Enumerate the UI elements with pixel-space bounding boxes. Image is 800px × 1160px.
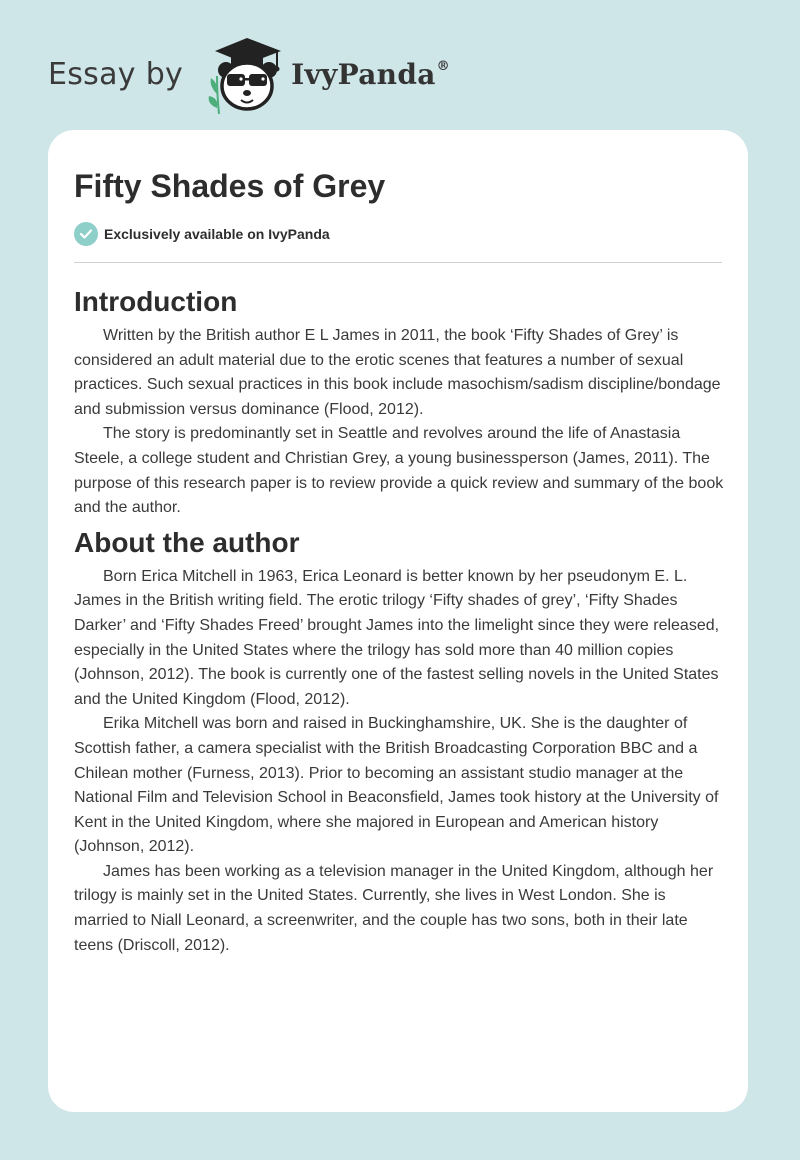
exclusive-badge-label: Exclusively available on IvyPanda bbox=[104, 226, 330, 242]
exclusive-badge bbox=[74, 222, 330, 246]
paragraph: Erika Mitchell was born and raised in Buckinghamshire, UK. She is the daughter of Scottish father, a camera specialist with the British Broadcasting Corporation BBC and a Chilean mother (Furness, 2013). Prior to becoming an assistant studio manager at the National Film and Television School in Beaconsfield, James took history at the University of Kent in the United Kingdom, where she majored in European and American history (Johnson, 2012). bbox=[74, 715, 719, 856]
section-heading-introduction: Introduction bbox=[74, 286, 238, 317]
title-divider bbox=[74, 262, 722, 263]
essay-card bbox=[48, 130, 748, 1112]
paragraph: Born Erica Mitchell in 1963, Erica Leonard is better known by her pseudonym E. L. James in the British writing field. The erotic trilogy ‘Fifty shades of grey’, ‘Fifty Shades Darker’ and ‘Fifty Shades Freed’ brought James into the limelight since they were released, especially in the United States where the trilogy has sold more than 40 million copies (Johnson, 2012). The book is currently one of the fastest selling novels in the United States and the United Kingdom (Flood, 2012). bbox=[74, 567, 720, 708]
registered-mark: ® bbox=[436, 58, 450, 74]
paragraph: James has been working as a television manager in the United Kingdom, although her trilogy is mainly set in the United States. Currently, she lives in West London. She is married to Niall Leonard, a screenwriter, and the couple has two sons, both in their late teens (Driscoll, 2012). bbox=[74, 862, 714, 954]
site-header bbox=[48, 34, 450, 114]
page-title: Fifty Shades of Grey bbox=[74, 168, 386, 204]
essay-body bbox=[74, 280, 724, 958]
panda-graduate-icon[interactable] bbox=[197, 34, 289, 114]
paragraph: Written by the British author E L James in 2011, the book ‘Fifty Shades of Grey’ is considered an adult material due to the erotic scenes that features a number of sexual practices. Such sexual practices in this book include masochism/sadism discipline/bondage and submission versus dominance (Flood, 2012). bbox=[74, 327, 721, 418]
essay-by-label: Essay by bbox=[48, 56, 184, 92]
section-heading-about-author: About the author bbox=[74, 526, 300, 558]
paragraph: The story is predominantly set in Seattle and revolves around the life of Anastasia Steele, a college student and Christian Grey, a young businessperson (James, 2011). The purpose of this research paper is to review provide a quick review and summary of the book and the author. bbox=[74, 425, 724, 517]
brand-logo-text[interactable] bbox=[291, 58, 450, 91]
brand-name[interactable]: IvyPanda bbox=[291, 57, 436, 91]
check-circle-icon bbox=[74, 222, 98, 246]
